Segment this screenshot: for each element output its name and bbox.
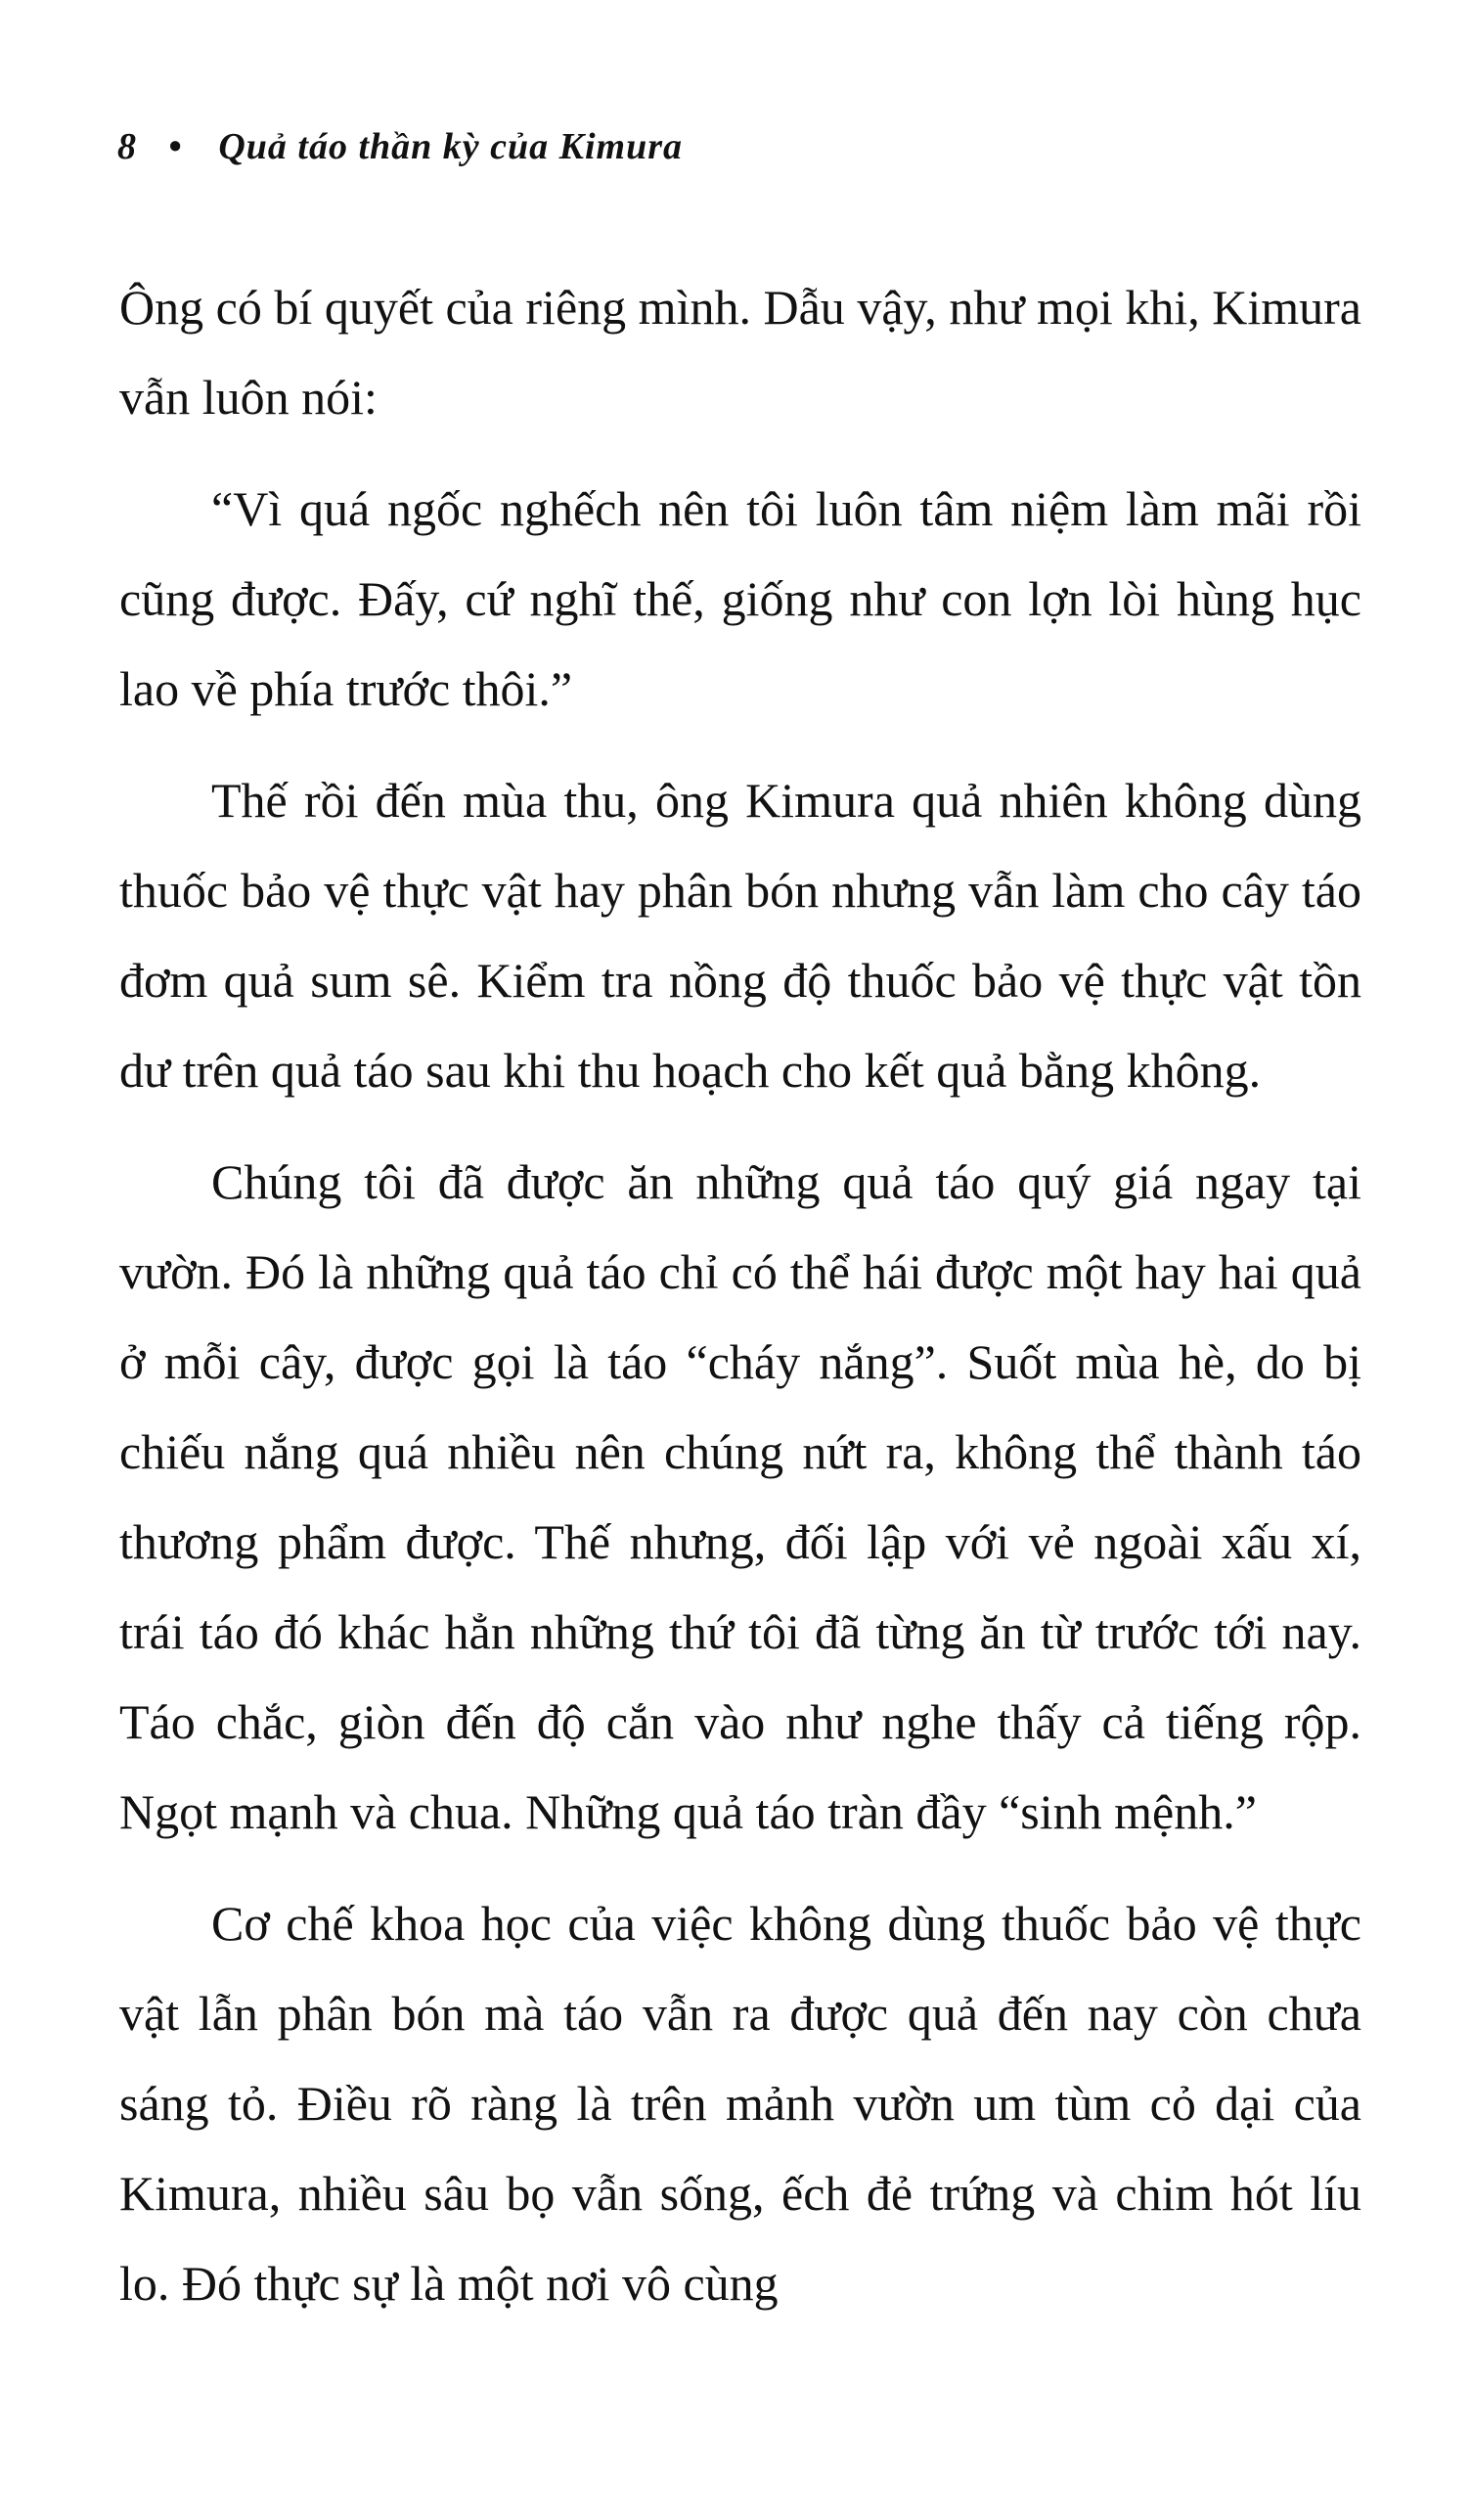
paragraph-5: Cơ chế khoa học của việc không dùng thuốc bảo vệ thực vật lẫn phân bón mà táo vẫn ra được quả đến nay còn chưa sáng tỏ. Điều rõ ràng là trên mảnh vườn um tùm cỏ dại của Kimura, nhiều sâu bọ vẫn sống, ếch đẻ trứng và chim hót líu lo. Đó thực sự là một nơi vô cùng xyxy=(119,1896,1361,2311)
book-title: Quả táo thần kỳ của Kimura xyxy=(218,126,684,167)
running-header xyxy=(117,125,683,168)
paragraph-4: Chúng tôi đã được ăn những quả táo quý giá ngay tại vườn. Đó là những quả táo chỉ có thể hái được một hay hai quả ở mỗi cây, được gọi là táo “cháy nắng”. Suốt mùa hè, do bị chiếu nắng quá nhiều nên chúng nứt ra, không thể thành táo thương phẩm được. Thế nhưng, đối lập với vẻ ngoài xấu xí, trái táo đó khác hẳn những thứ tôi đã từng ăn từ trước tới nay. Táo chắc, giòn đến độ cắn vào như nghe thấy cả tiếng rộp. Ngọt mạnh và chua. Những quả táo tràn đầy “sinh mệnh.” xyxy=(119,1154,1361,1839)
page-number: 8 xyxy=(117,126,137,167)
body-text xyxy=(119,262,1361,2350)
header-separator: • xyxy=(168,126,183,167)
paragraph-2: “Vì quá ngốc nghếch nên tôi luôn tâm niệm làm mãi rồi cũng được. Đấy, cứ nghĩ thế, giống như con lợn lòi hùng hục lao về phía trước thôi.” xyxy=(119,481,1361,716)
paragraph-1: Ông có bí quyết của riêng mình. Dẫu vậy, như mọi khi, Kimura vẫn luôn nói: xyxy=(119,280,1361,425)
paragraph-3: Thế rồi đến mùa thu, ông Kimura quả nhiên không dùng thuốc bảo vệ thực vật hay phân bón nhưng vẫn làm cho cây táo đơm quả sum sê. Kiểm tra nồng độ thuốc bảo vệ thực vật tồn dư trên quả táo sau khi thu hoạch cho kết quả bằng không. xyxy=(119,773,1361,1098)
